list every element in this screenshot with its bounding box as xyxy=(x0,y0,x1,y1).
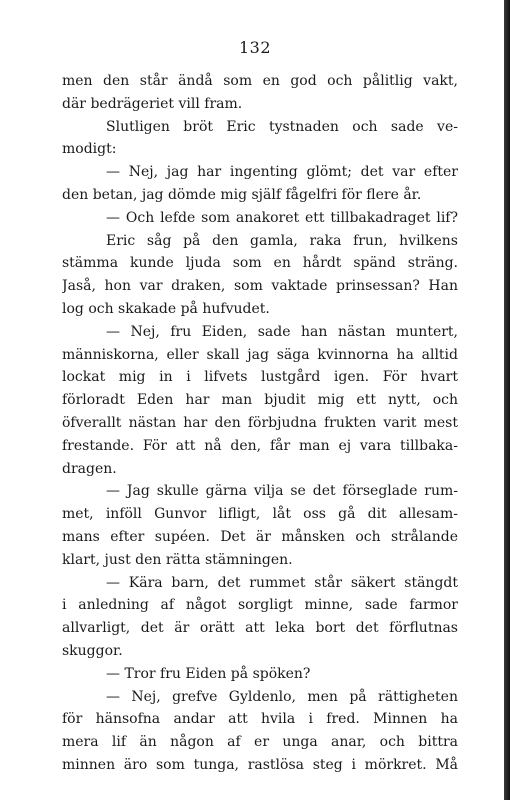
text-line: dragen. xyxy=(62,460,117,477)
text-line: minnen äro som tunga, rastlösa steg i mörkret. Må xyxy=(62,756,458,773)
text-line: — Jag skulle gärna vilja se det förseglade rum- xyxy=(106,483,458,500)
text-line: stämma kunde ljuda som en hårdt spänd sträng. xyxy=(62,255,458,272)
text-line: modigt: xyxy=(62,141,117,158)
text-line: — Nej, fru Eiden, sade han nästan muntert, xyxy=(106,323,458,340)
text-line: log och skakade på hufvudet. xyxy=(62,300,270,317)
text-line: — Och lefde som anakoret ett tillbakadraget lif? xyxy=(106,209,458,226)
body-text xyxy=(62,70,458,777)
text-line: mans efter supéen. Det är månsken och strålande xyxy=(62,528,458,545)
text-line: mera lif än någon af er unga anar, och bittra xyxy=(62,734,458,751)
text-line: förloradt Eden har man bjudit mig ett nytt, och xyxy=(62,392,458,409)
text-line: öfverallt nästan har den förbjudna frukten varit mest xyxy=(62,414,458,431)
text-line: klart, just den rätta stämningen. xyxy=(62,551,293,568)
text-line: men den står ändå som en god och pålitlig vakt, xyxy=(62,73,458,89)
text-line: — Kära barn, det rummet står säkert stängdt xyxy=(106,574,458,591)
text-line: Jaså, hon var draken, som vaktade prinsessan? Han xyxy=(62,278,458,295)
text-line: Eric såg på den gamla, raka frun, hvilkens xyxy=(106,232,458,249)
text-line: för hänsofna andar att hvila i fred. Minnen ha xyxy=(62,711,458,728)
text-line: — Nej, grefve Gyldenlo, men på rättigheten xyxy=(106,688,458,705)
text-line: frestande. För att nå den, får man ej vara tillbaka- xyxy=(62,437,458,454)
text-line: — Tror fru Eiden på spöken? xyxy=(106,665,311,682)
text-line: människorna, eller skall jag säga kvinnorna ha alltid xyxy=(62,346,458,363)
page-edge-shadow xyxy=(504,0,510,800)
text-line: lockat mig in i lifvets lustgård igen. För hvart xyxy=(62,369,458,386)
text-line: där bedrägeriet vill fram. xyxy=(62,95,243,112)
text-line: den betan, jag dömde mig själf fågelfri för flere år. xyxy=(62,186,422,203)
text-line: i anledning af något sorgligt minne, sade farmor xyxy=(62,597,458,614)
text-line: skuggor. xyxy=(62,642,123,659)
text-line: allvarligt, det är orätt att leka bort det förflutnas xyxy=(62,620,458,637)
text-line: Slutligen bröt Eric tystnaden och sade ve- xyxy=(106,118,458,135)
text-line: met, inföll Gunvor lifligt, låt oss gå dit allesam- xyxy=(62,506,458,523)
text-line: — Nej, jag har ingenting glömt; det var efter xyxy=(106,164,458,181)
page-number: 132 xyxy=(238,38,272,57)
